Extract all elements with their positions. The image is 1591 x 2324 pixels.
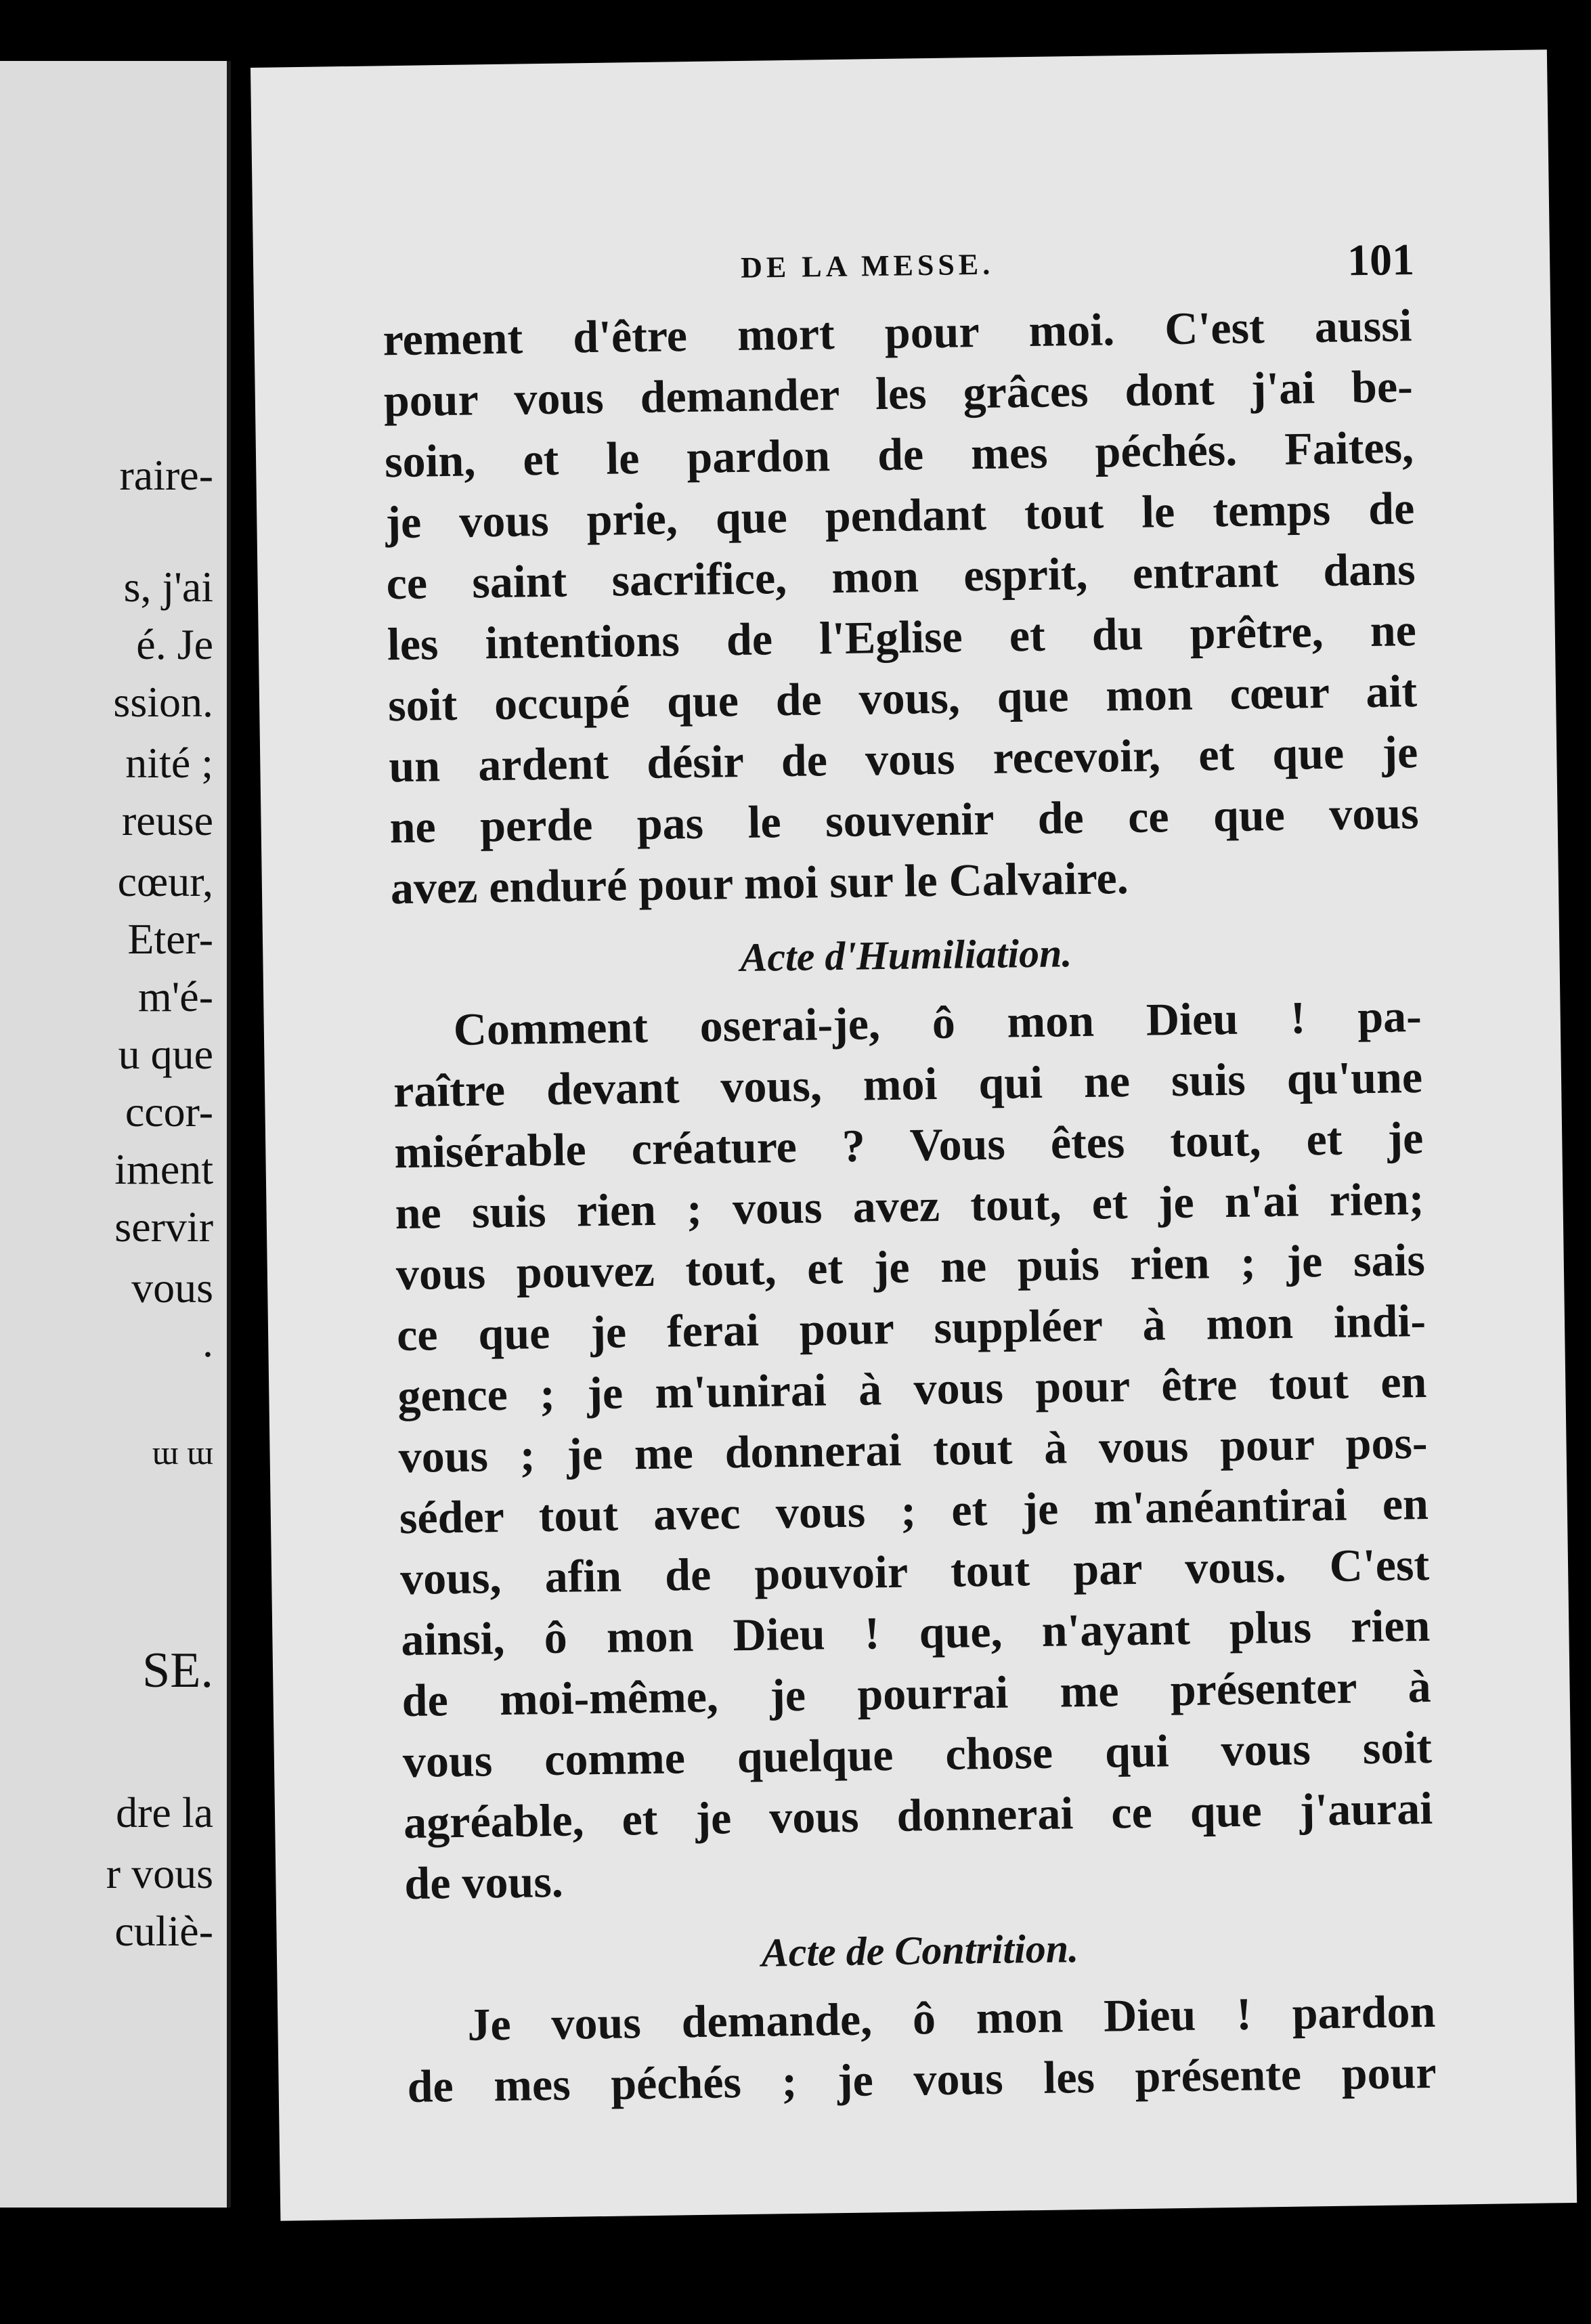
text-line: Comment oserai-je, ô mon Dieu ! pa-: [453, 989, 1422, 1055]
book-page: [250, 49, 1577, 2220]
text-line: vous comme quelque chose qui vous soit: [402, 1721, 1433, 1788]
left-line: ssion.: [113, 678, 213, 726]
left-page-fragment: [0, 61, 231, 2208]
left-line: servir: [114, 1203, 213, 1251]
left-line: s, j'ai: [123, 563, 213, 611]
left-line: u que: [118, 1030, 213, 1078]
text-line: raître devant vous, moi qui ne suis qu'une: [393, 1050, 1423, 1117]
text-line: vous ; je me donnerai tout à vous pour pos-: [398, 1416, 1429, 1483]
text-line: soit occupé que de vous, que mon cœur ait: [387, 665, 1418, 731]
left-line: vous: [131, 1264, 213, 1312]
text-line: séder tout avec vous ; et je m'anéantirai en: [399, 1477, 1429, 1544]
section-heading: Acte de Contrition.: [761, 1926, 1079, 1975]
text-line: je vous prie, que pendant tout le temps de: [385, 482, 1415, 548]
text-line: ne suis rien ; vous avez tout, et je n'ai rien;: [395, 1172, 1425, 1239]
left-line: é. Je: [136, 620, 213, 668]
left-line: dre la: [116, 1788, 213, 1836]
page-header: [253, 232, 1550, 305]
text-line: ainsi, ô mon Dieu ! que, n'ayant plus rien: [400, 1599, 1431, 1666]
text-line: de vous.: [404, 1855, 564, 1910]
left-line: iment: [114, 1145, 213, 1193]
text-line: vous, afin de pouvoir tout par vous. C'est: [399, 1538, 1430, 1605]
text-line: vous pouvez tout, et je ne puis rien ; je sais: [395, 1233, 1426, 1300]
left-line: cœur,: [117, 857, 213, 905]
left-line: nité ;: [125, 739, 213, 787]
section-heading: Acte d'Humiliation.: [739, 930, 1072, 981]
left-line: raire-: [119, 451, 213, 499]
text-line: les intentions de l'Eglise et du prêtre, ne: [387, 604, 1417, 670]
left-line: m'é-: [137, 972, 213, 1020]
left-ornament: ɯ ɯ: [152, 1434, 213, 1471]
left-line: reuse: [121, 796, 213, 844]
text-line: un ardent désir de vous recevoir, et que je: [388, 726, 1418, 792]
text-line: agréable, et je vous donnerai ce que j'aurai: [403, 1782, 1433, 1849]
text-line: Je vous demande, ô mon Dieu ! pardon: [466, 1985, 1436, 2050]
text-line: misérable créature ? Vous êtes tout, et je: [393, 1111, 1424, 1178]
text-line: ne perde pas le souvenir de ce que vous: [389, 787, 1420, 853]
page-number: 101: [1347, 235, 1415, 286]
text-line: avez enduré pour moi sur le Calvaire.: [390, 852, 1129, 914]
left-line: SE.: [142, 1643, 213, 1698]
left-line: .: [202, 1318, 213, 1366]
text-line: de moi-même, je pourrai me présenter à: [401, 1660, 1432, 1727]
text-line: ce que je ferai pour suppléer à mon indi-: [396, 1294, 1426, 1361]
text-line: rement d'être mort pour moi. C'est aussi: [383, 299, 1413, 366]
left-line: culiè-: [114, 1907, 213, 1955]
left-line: r vous: [106, 1849, 213, 1897]
left-line: ccor-: [125, 1088, 213, 1136]
left-line: Eter-: [127, 915, 213, 963]
text-line: soin, et le pardon de mes péchés. Faites,: [384, 421, 1414, 488]
text-line: pour vous demander les grâces dont j'ai be-: [383, 360, 1414, 427]
text-line: de mes péchés ; je vous les présente pour: [407, 2046, 1437, 2113]
text-line: gence ; je m'unirai à vous pour être tout en: [397, 1355, 1427, 1422]
text-line: ce saint sacrifice, mon esprit, entrant dans: [386, 543, 1416, 609]
running-title: DE LA MESSE.: [740, 247, 995, 284]
